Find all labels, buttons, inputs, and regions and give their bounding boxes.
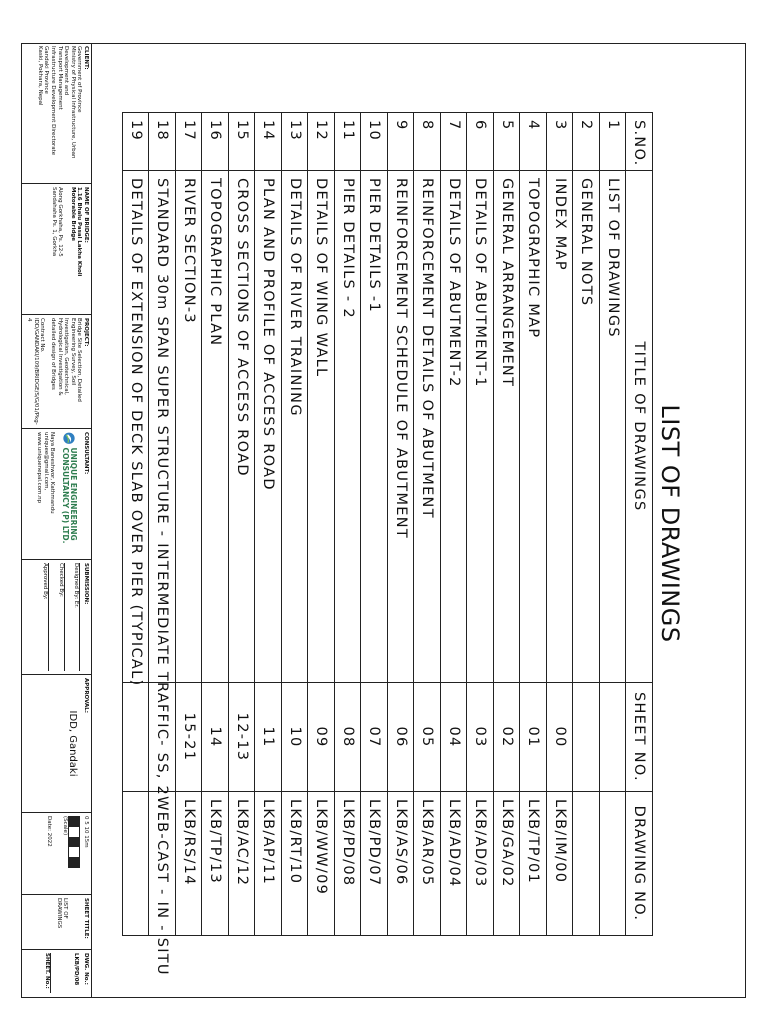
row-sheet-no: 08 [335,683,362,792]
row-sno: 9 [388,113,415,171]
row-drawing-no: LKB/WW/09 [308,792,335,936]
row-drawing-no: LKB/RT/10 [282,792,309,936]
row-sheet-no: 04 [441,683,468,792]
row-sheet-no: 05 [414,683,441,792]
row-sheet-no: 10 [282,683,309,792]
client-line: Gandaki Province [43,46,50,94]
row-sno: 14 [255,113,282,171]
row-drawing-no: LKB/AD/04 [441,792,468,936]
sheet-title-value: LIST OF DRAWINGS [55,898,69,929]
table-row [123,113,150,936]
col-header-title: TITLE OF DRAWINGS [626,171,653,683]
row-sheet-no: 07 [361,683,388,792]
row-drawing-no: LKB/TP/01 [520,792,547,936]
submission-row: Designed By: Er. [73,563,81,671]
row-title: DETAILS OF RIVER TRAINING [282,171,309,683]
row-drawing-no: LKB/AS/06 [388,792,415,936]
dwg-value: LKB/PD/08 [73,953,80,986]
row-sno: 17 [176,113,203,171]
bridge-name-box [22,184,91,315]
table-row [441,113,468,936]
bridge-label: NAME OF BRIDGE: [83,187,89,243]
col-header-sno: S.NO. [626,113,653,171]
row-sheet-no: 03 [467,683,494,792]
row-title: DETAILS OF ABUTMENT-1 [467,171,494,683]
project-label: PROJECT: [83,318,89,347]
row-drawing-no: LKB/TP/13 [202,792,229,936]
row-sno: 18 [149,113,176,171]
table-row [255,113,282,936]
drawing-date: Date: 2022 [45,816,52,847]
consultant-company: UNIQUE ENGINEERING CONSULTANCY (P) LTD. [61,447,79,544]
client-line: Transport Management [56,46,63,110]
row-sno: 19 [123,113,150,171]
client-line: Kaski, Pokhara, Nepal [36,46,43,106]
project-line: detailed design of Bridges [50,318,57,390]
sheet-number-label: SHEET. No.: [43,953,51,993]
row-sno: 12 [308,113,335,171]
submission-label: SUBMISSION: [83,563,89,605]
row-sno: 3 [547,113,574,171]
table-row [600,113,627,936]
row-drawing-no: LKB/AR/05 [414,792,441,936]
bridge-line: 1.16 Bhalu Pasal Lakha Kholi [76,187,83,277]
row-title: TOPOGRAPHIC PLAN [202,171,229,683]
row-drawing-no [573,792,600,936]
row-sheet-no: 15-21 [176,683,203,792]
contract-number: IDD/GANDAKI/109/BRIDGE/S/G/01/Pkg-4 [26,318,39,425]
table-row [282,113,309,936]
client-line: Government of Province [76,46,83,113]
scale-label: (Scale) [62,816,69,836]
consultant-address: Naya Baneshwor, Kathmandu [49,432,56,514]
row-title: DETAILS OF ABUTMENT-2 [441,171,468,683]
bridge-location: Along Gorkhaha, Ps. 12-5 [57,187,64,257]
submission-row: Checked By: [57,563,65,671]
sheet-title-label: SHEET TITLE: [83,898,89,939]
row-title: DETAILS OF WING WALL [308,171,335,683]
bridge-line: Motorable Bridge [69,187,76,241]
client-line: Infrastructure Development Directorate [50,46,57,156]
sheet-info-box [22,895,91,996]
submission-row: Approved By: [42,563,50,671]
row-drawing-no: LKB/PD/08 [335,792,362,936]
row-sheet-no: 11 [255,683,282,792]
row-sheet-no: 09 [308,683,335,792]
table-row [149,113,176,936]
project-line: Investigation, Geotechnical, Hydrological Investigation & [56,318,70,396]
row-drawing-no: LKB/AD/03 [467,792,494,936]
row-sno: 11 [335,113,362,171]
row-sheet-no: 01 [520,683,547,792]
consultant-box [22,429,91,560]
dwg-number-cell [22,950,91,996]
row-title: REINFORCEMENT SCHEDULE OF ABUTMENT [388,171,415,683]
client-box [22,43,91,184]
row-title: TOPOGRAPHIC MAP [520,171,547,683]
row-sheet-no: 02 [494,683,521,792]
row-sno: 13 [282,113,309,171]
table-row [335,113,362,936]
row-sno: 4 [520,113,547,171]
row-drawing-no: LKB/AP/11 [255,792,282,936]
row-drawing-no [123,792,150,936]
bridge-location: Sandahaha Ps. 1, Gorkha [50,187,57,257]
row-sheet-no: 06 [388,683,415,792]
row-title: STANDARD 30m SPAN SUPER STRUCTURE - INTERMEDIATE TRAFFIC- SS, 2WEB-CAST - IN - SITU [149,171,176,683]
table-row [229,113,256,936]
scale-bar [68,816,80,868]
row-title: REINFORCEMENT DETAILS OF ABUTMENT [414,171,441,683]
row-drawing-no: LKB/GA/02 [494,792,521,936]
table-row [388,113,415,936]
row-sno: 5 [494,113,521,171]
table-header-row [626,113,653,936]
row-title: LIST OF DRAWINGS [600,171,627,683]
row-sheet-no [600,683,627,792]
consultant-logo-icon [58,432,80,444]
row-title: DETAILS OF EXTENSION OF DECK SLAB OVER PIER (TYPICAL) [123,171,150,683]
scale-ticks: 0 5 10 15m [83,816,89,848]
consultant-logo [58,432,80,556]
row-sno: 7 [441,113,468,171]
row-sheet-no: 00 [547,683,574,792]
approval-box [22,675,91,813]
table-row [467,113,494,936]
row-sheet-no: 12-13 [229,683,256,792]
title-block [21,43,92,998]
scale-box [22,813,91,895]
col-header-drawing: DRAWING NO. [626,792,653,936]
row-drawing-no [600,792,627,936]
col-header-sheet: SHEET NO. [626,683,653,792]
row-sheet-no: 14 [202,683,229,792]
row-drawing-no: LKB/PD/07 [361,792,388,936]
table-row [361,113,388,936]
project-line: Bridge Site Selection, Detailed Engineering Survey, Soil [69,318,83,402]
table-row [176,113,203,936]
row-title: INDEX MAP [547,171,574,683]
consultant-contact: uniquee@gmail.com, www.uniquenepal.com.np [36,432,49,504]
drawings-table [122,112,653,976]
table-row [494,113,521,936]
row-sno: 16 [202,113,229,171]
sheet-title-cell [22,895,91,950]
consultant-label: CONSULTANT: [83,432,89,475]
row-sno: 8 [414,113,441,171]
dwg-label: DWG. No.: [83,953,89,985]
table-row [414,113,441,936]
row-title: PIER DETAILS - 2 [335,171,362,683]
row-drawing-no: LKB/IM/00 [547,792,574,936]
submission-box [22,560,91,675]
row-sno: 6 [467,113,494,171]
row-title: GENERAL ARRANGEMENT [494,171,521,683]
client-line: Ministry of Physical Infrastructure, Urban Development and [63,46,76,159]
row-title: CROSS SECTIONS OF ACCESS ROAD [229,171,256,683]
row-title: PIER DETAILS -1 [361,171,388,683]
row-sno: 10 [361,113,388,171]
row-sheet-no [123,683,150,792]
row-sheet-no [573,683,600,792]
row-drawing-no: LKB/RS/14 [176,792,203,936]
client-label: CLIENT: [83,46,89,70]
table-row [573,113,600,936]
page-title: LIST OF DRAWINGS [656,404,684,643]
row-title: GENERAL NOTS [573,171,600,683]
row-title: RIVER SECTION-3 [176,171,203,683]
table-row [202,113,229,936]
contract-label: Contract No. [39,318,46,353]
row-sno: 2 [573,113,600,171]
table-row [547,113,574,936]
approval-authority: IDD, Gandaki [67,710,79,777]
row-sno: 1 [600,113,627,171]
row-drawing-no: LKB/AC/12 [229,792,256,936]
table-row [308,113,335,936]
table-row [520,113,547,936]
approval-label: APPROVAL: [83,678,89,713]
row-sno: 15 [229,113,256,171]
project-box [22,315,91,429]
row-title: PLAN AND PROFILE OF ACCESS ROAD [255,171,282,683]
